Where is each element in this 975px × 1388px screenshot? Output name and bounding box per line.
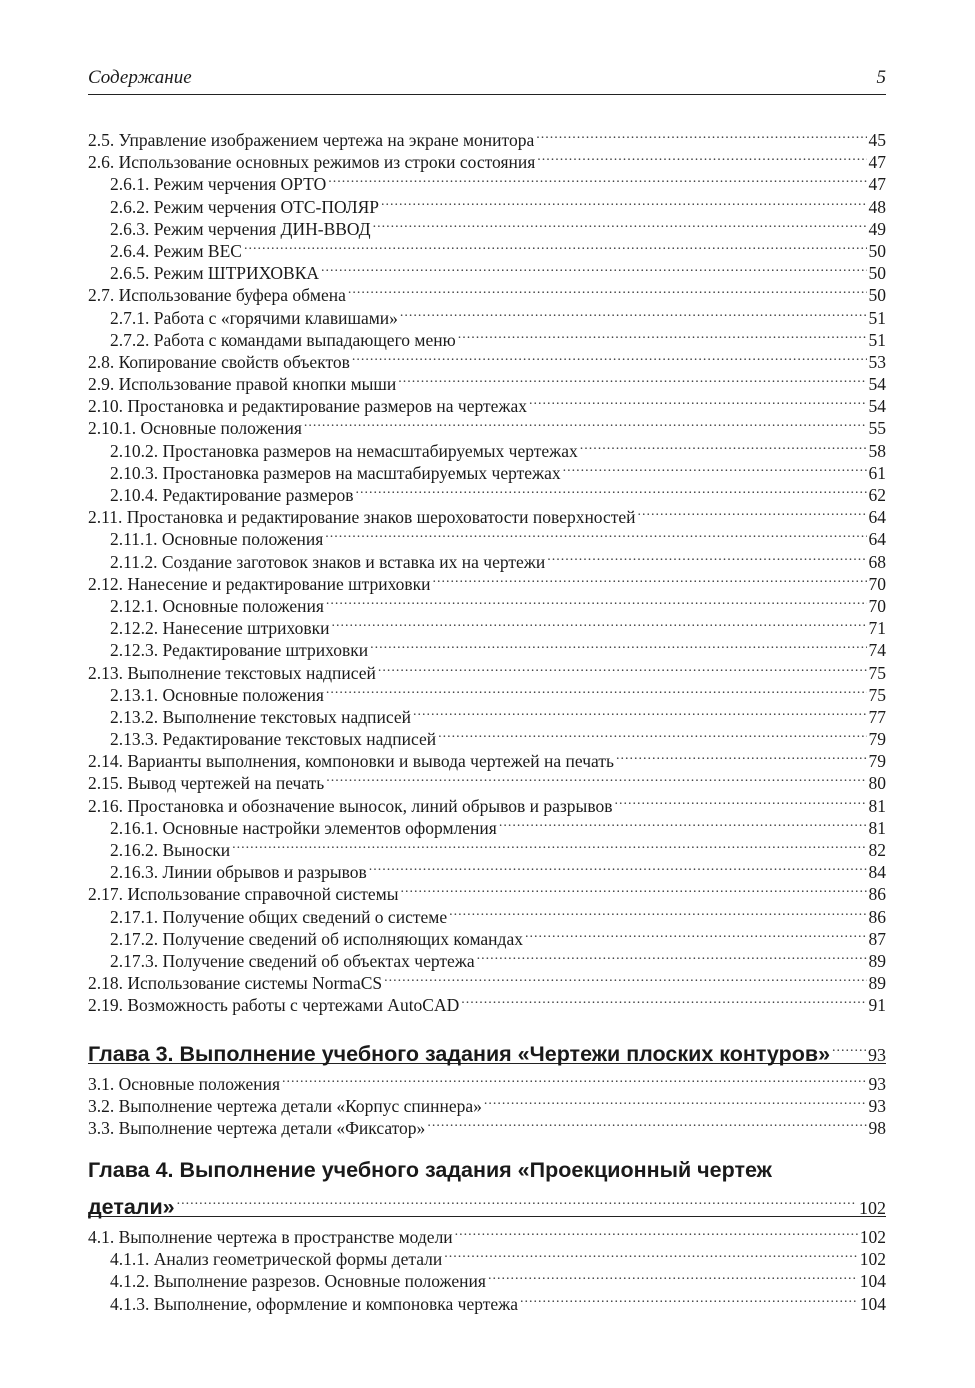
leader-dots bbox=[326, 590, 867, 612]
running-header bbox=[88, 66, 886, 95]
leader-dots bbox=[326, 679, 867, 701]
chapter-4-page: 102 bbox=[859, 1198, 886, 1219]
leader-dots bbox=[525, 923, 867, 945]
toc-entry-page: 50 bbox=[868, 240, 886, 261]
leader-dots bbox=[321, 257, 866, 279]
toc-entry-label: 2.11.1. Основные положения bbox=[110, 529, 324, 550]
leader-dots bbox=[381, 191, 866, 213]
toc-entry-label: 2.15. Вывод чертежей на печать bbox=[88, 773, 325, 794]
toc-entry-label: 2.12.1. Основные положения bbox=[110, 595, 324, 616]
leader-dots bbox=[520, 1288, 858, 1310]
leader-dots bbox=[477, 945, 867, 967]
toc-entry-page: 86 bbox=[868, 906, 886, 927]
leader-dots bbox=[282, 1068, 866, 1090]
toc-entry-page: 50 bbox=[868, 285, 886, 306]
leader-dots bbox=[398, 368, 866, 390]
leader-dots bbox=[537, 146, 866, 168]
toc-entry-page: 77 bbox=[868, 706, 886, 727]
toc-entry-label: 3.1. Основные положения bbox=[88, 1073, 281, 1094]
chapter-3-entries bbox=[88, 1068, 886, 1138]
toc-entry-label: 2.17. Использование справочной системы bbox=[88, 884, 399, 905]
leader-dots bbox=[352, 346, 867, 368]
toc-entry-page: 82 bbox=[868, 840, 886, 860]
toc-entry-page: 74 bbox=[868, 640, 886, 661]
toc-entry-label: 2.10.1. Основные положения bbox=[88, 418, 302, 439]
toc-entry-page: 53 bbox=[868, 351, 886, 372]
leader-dots bbox=[373, 213, 867, 235]
leader-dots bbox=[638, 501, 867, 523]
toc-entry-page: 58 bbox=[868, 440, 886, 461]
toc-entry-page: 51 bbox=[868, 329, 886, 350]
toc-entry-label: 2.12.2. Нанесение штриховки bbox=[110, 618, 330, 639]
toc-entry-label: 2.11. Простановка и редактирование знаков шероховатости поверхностей bbox=[88, 507, 636, 528]
toc-entry-page: 87 bbox=[868, 928, 886, 949]
toc-entry-page: 49 bbox=[868, 218, 886, 239]
leader-dots bbox=[529, 390, 866, 412]
toc-entry[interactable] bbox=[88, 1068, 886, 1094]
toc-entry-page: 70 bbox=[868, 573, 886, 594]
chapter-4-title-line1: Глава 4. Выполнение учебного задания «Проекционный чертеж bbox=[88, 1158, 772, 1183]
toc-entry-page: 81 bbox=[868, 817, 886, 838]
leader-dots bbox=[328, 168, 866, 190]
leader-dots bbox=[488, 1265, 858, 1287]
leader-dots bbox=[449, 901, 866, 923]
header-page-number: 5 bbox=[876, 67, 886, 88]
leader-dots bbox=[370, 634, 866, 656]
leader-dots bbox=[304, 412, 867, 434]
leader-dots bbox=[433, 568, 867, 590]
toc-entry-label: 2.17.2. Получение сведений об исполняющих командах bbox=[110, 928, 523, 949]
chapter-3-page: 93 bbox=[868, 1044, 886, 1065]
leader-dots bbox=[616, 745, 867, 767]
toc-entry-label: 2.16.1. Основные настройки элементов оформления bbox=[110, 817, 497, 838]
toc-entry-page: 102 bbox=[859, 1249, 886, 1270]
toc-entry-label: 2.5. Управление изображением чертежа на экране монитора bbox=[88, 130, 535, 150]
toc-entry-label: 2.13. Выполнение текстовых надписей bbox=[88, 662, 376, 683]
toc-entry-label: 2.14. Варианты выполнения, компоновки и вывода чертежей на печать bbox=[88, 751, 614, 772]
toc-entry-page: 45 bbox=[868, 130, 886, 150]
toc-entry-label: 2.7.1. Работа с «горячими клавишами» bbox=[110, 307, 398, 328]
leader-dots bbox=[400, 302, 867, 324]
toc-entry-page: 81 bbox=[868, 795, 886, 816]
leader-dots bbox=[348, 279, 867, 301]
toc-entry-label: 2.6.4. Режим ВЕС bbox=[110, 240, 242, 261]
toc-entry-page: 62 bbox=[868, 485, 886, 505]
toc-entry-page: 47 bbox=[868, 174, 886, 195]
toc-entry-label: 2.13.1. Основные положения bbox=[110, 684, 324, 705]
toc-entry-label: 2.11.2. Создание заготовок знаков и вставка их на чертежи bbox=[110, 551, 546, 572]
leader-dots bbox=[547, 546, 866, 568]
toc-entry-label: 2.8. Копирование свойств объектов bbox=[88, 351, 350, 372]
toc-entry-label: 2.16.2. Выноски bbox=[110, 840, 231, 860]
toc-entry-page: 55 bbox=[868, 418, 886, 439]
toc-entry-label: 2.10.3. Простановка размеров на масштабируемых чертежах bbox=[110, 462, 561, 483]
leader-dots bbox=[580, 435, 867, 457]
toc-entry-label: 4.1. Выполнение чертежа в пространстве модели bbox=[88, 1227, 453, 1248]
toc-entry-label: 2.13.2. Выполнение текстовых надписей bbox=[110, 706, 411, 727]
leader-dots bbox=[455, 1221, 858, 1243]
toc-entry-label: 2.6. Использование основных режимов из строки состояния bbox=[88, 152, 536, 173]
toc-entry-label: 4.1.2. Выполнение разрезов. Основные положения bbox=[110, 1271, 486, 1292]
leader-dots bbox=[413, 701, 867, 723]
toc-entry-page: 48 bbox=[868, 196, 886, 217]
toc-entry-page: 50 bbox=[868, 263, 886, 284]
chapter-4-heading[interactable] bbox=[88, 1156, 886, 1220]
toc-entry-page: 104 bbox=[859, 1293, 886, 1314]
toc-entry-label: 2.17.3. Получение сведений об объектах чертежа bbox=[110, 950, 475, 971]
toc-entry-page: 54 bbox=[868, 374, 886, 395]
leader-dots bbox=[458, 324, 867, 346]
toc-entry-page: 75 bbox=[868, 662, 886, 683]
section-2-entries bbox=[88, 124, 886, 1016]
toc-entry-page: 91 bbox=[868, 995, 886, 1016]
toc-entry-label: 2.6.2. Режим черчения ОТС-ПОЛЯР bbox=[110, 196, 380, 217]
toc-entry-label: 3.3. Выполнение чертежа детали «Фиксатор» bbox=[88, 1117, 426, 1138]
toc-entry-page: 89 bbox=[868, 950, 886, 971]
leader-dots bbox=[438, 723, 866, 745]
toc-entry-page: 54 bbox=[868, 396, 886, 417]
toc-entry[interactable] bbox=[88, 124, 886, 150]
toc-entry-page: 98 bbox=[868, 1117, 886, 1138]
toc-entry[interactable] bbox=[88, 1221, 886, 1248]
leader-dots bbox=[461, 989, 866, 1011]
toc-entry-page: 47 bbox=[868, 152, 886, 173]
toc-entry-label: 4.1.3. Выполнение, оформление и компоновка чертежа bbox=[110, 1293, 519, 1314]
toc-entry-page: 93 bbox=[868, 1073, 886, 1094]
toc-entry-page: 61 bbox=[868, 462, 886, 483]
toc-entry-page: 79 bbox=[868, 751, 886, 772]
chapter-3-title: Глава 3. Выполнение учебного задания «Чертежи плоских контуров» bbox=[88, 1041, 831, 1066]
toc-entry-label: 2.12.3. Редактирование штриховки bbox=[110, 640, 369, 661]
toc-entry-page: 68 bbox=[868, 551, 886, 572]
toc-entry-page: 104 bbox=[859, 1271, 886, 1292]
chapter-3-heading[interactable] bbox=[88, 1032, 886, 1064]
toc-entry-label: 3.2. Выполнение чертежа детали «Корпус спиннера» bbox=[88, 1095, 482, 1116]
toc-entry-label: 2.17.1. Получение общих сведений о системе bbox=[110, 906, 448, 927]
toc-entry-page: 71 bbox=[868, 618, 886, 639]
toc-entry-label: 2.7.2. Работа с командами выпадающего меню bbox=[110, 329, 456, 350]
leader-dots bbox=[614, 790, 866, 812]
chapter-4-title-line2: детали» bbox=[88, 1195, 175, 1220]
toc-entry-label: 2.18. Использование системы NormaCS bbox=[88, 973, 383, 994]
leader-dots bbox=[384, 967, 866, 989]
toc-entry-page: 75 bbox=[868, 684, 886, 705]
leader-dots bbox=[232, 834, 866, 856]
leader-dots bbox=[355, 479, 866, 501]
toc-entry-label: 2.7. Использование буфера обмена bbox=[88, 285, 346, 306]
header-title: Содержание bbox=[88, 67, 192, 88]
toc-entry-page: 70 bbox=[868, 595, 886, 616]
leader-dots bbox=[563, 457, 867, 479]
toc-entry-page: 86 bbox=[868, 884, 886, 905]
leader-dots bbox=[326, 767, 866, 789]
leader-dots bbox=[369, 856, 867, 878]
toc-entry-label: 2.10.2. Простановка размеров на немасштабируемых чертежах bbox=[110, 440, 578, 461]
leader-dots bbox=[325, 523, 866, 545]
leader-dots bbox=[427, 1112, 866, 1134]
toc-entry-label: 2.19. Возможность работы с чертежами AutoCAD bbox=[88, 995, 460, 1016]
toc-entry-label: 2.13.3. Редактирование текстовых надписей bbox=[110, 729, 437, 750]
leader-dots bbox=[401, 878, 867, 900]
leader-dots bbox=[536, 124, 866, 146]
table-of-contents bbox=[88, 124, 886, 1314]
chapter-4-entries bbox=[88, 1221, 886, 1314]
toc-entry-page: 64 bbox=[868, 529, 886, 550]
toc-entry-label: 2.16.3. Линии обрывов и разрывов bbox=[110, 862, 367, 883]
leader-dots bbox=[244, 235, 867, 257]
toc-entry-label: 2.16. Простановка и обозначение выносок, линий обрывов и разрывов bbox=[88, 795, 613, 816]
toc-entry-page: 80 bbox=[868, 773, 886, 794]
toc-entry-label: 2.6.5. Режим ШТРИХОВКА bbox=[110, 263, 320, 284]
toc-entry-label: 4.1.1. Анализ геометрической формы детали bbox=[110, 1249, 443, 1270]
leader-dots bbox=[332, 612, 867, 634]
toc-entry-label: 2.9. Использование правой кнопки мыши bbox=[88, 374, 397, 395]
leader-dots bbox=[484, 1090, 867, 1112]
toc-entry-label: 2.12. Нанесение и редактирование штриховки bbox=[88, 573, 431, 594]
toc-entry-page: 51 bbox=[868, 307, 886, 328]
toc-entry-label: 2.6.3. Режим черчения ДИН-ВВОД bbox=[110, 218, 371, 239]
leader-dots bbox=[378, 657, 867, 679]
toc-entry-page: 89 bbox=[868, 973, 886, 994]
leader-dots bbox=[499, 812, 867, 834]
toc-entry-label: 2.10. Простановка и редактирование размеров на чертежах bbox=[88, 396, 528, 417]
toc-entry-page: 64 bbox=[868, 507, 886, 528]
toc-entry-page: 102 bbox=[859, 1227, 886, 1248]
toc-entry-page: 84 bbox=[868, 862, 886, 883]
toc-entry-page: 79 bbox=[868, 729, 886, 750]
toc-entry-label: 2.6.1. Режим черчения ОРТО bbox=[110, 174, 327, 195]
toc-entry-page: 93 bbox=[868, 1095, 886, 1116]
leader-dots bbox=[444, 1243, 858, 1265]
toc-entry-label: 2.10.4. Редактирование размеров bbox=[110, 485, 354, 505]
